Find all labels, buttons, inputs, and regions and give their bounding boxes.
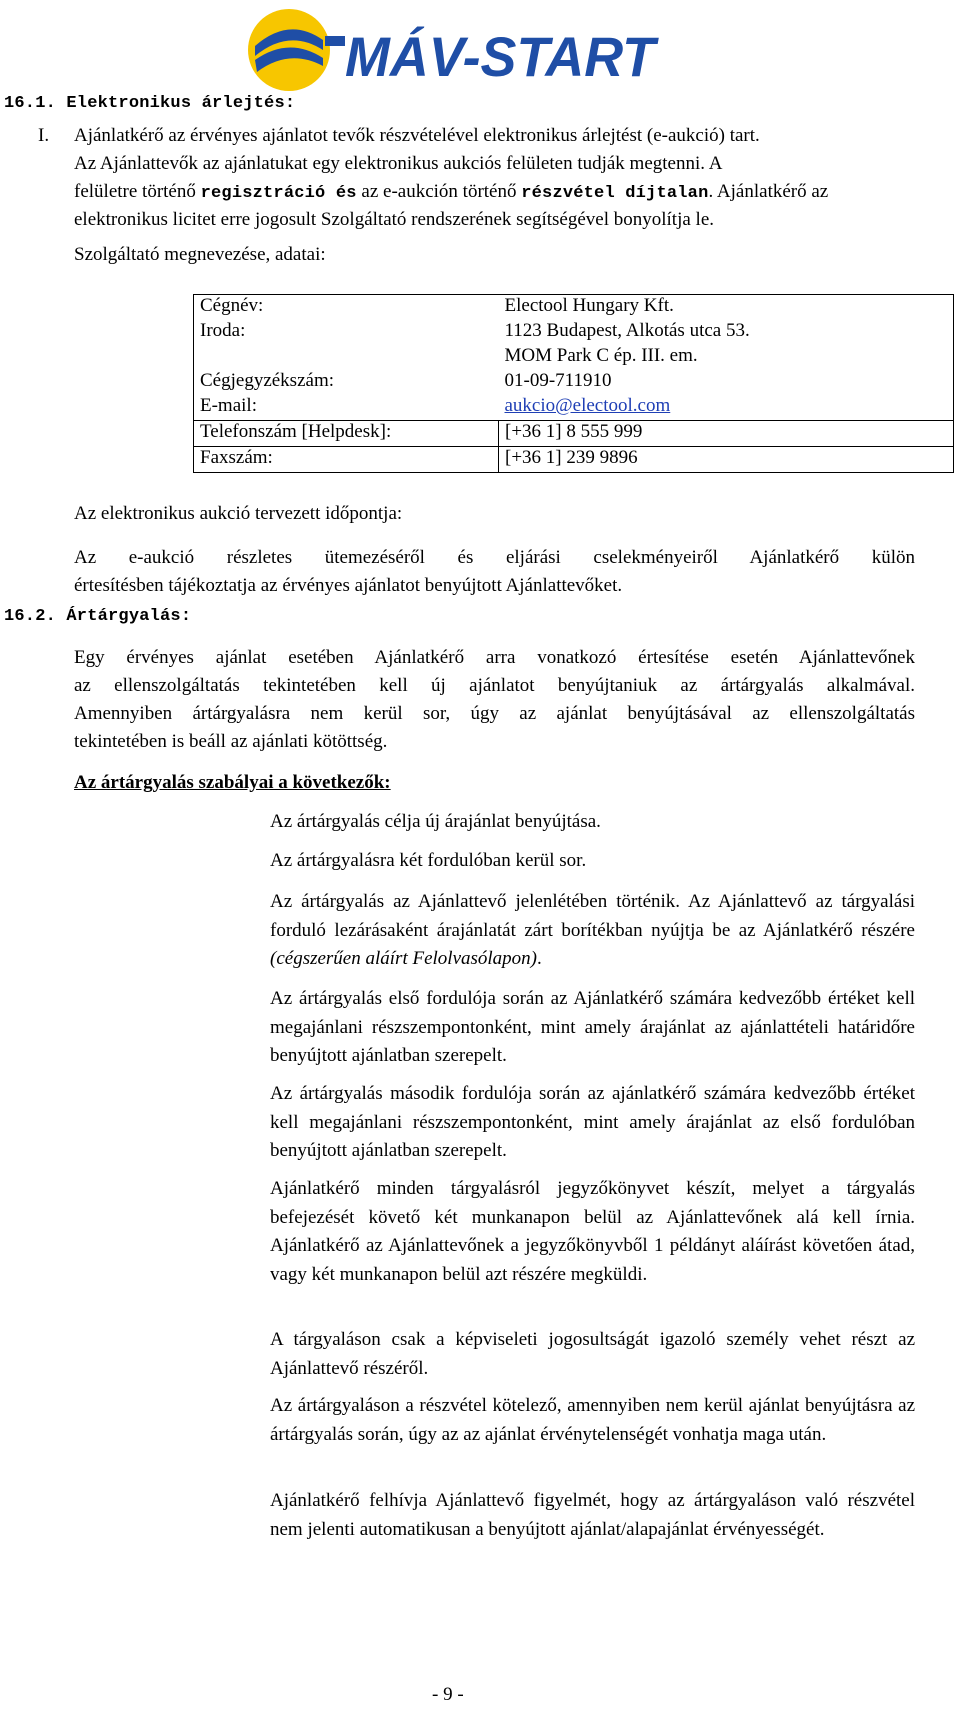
regno-label: Cégjegyzékszám: (194, 370, 499, 395)
schedule-line-1: Az e-aukció részletes ütemezéséről és eljárási cselekményeiről Ajánlatkérő külön (74, 547, 915, 568)
office-value-2: MOM Park C ép. III. em. (499, 345, 954, 370)
bargain-intro-line-4: tekintetében is beáll az ajánlati kötöttség. (74, 731, 388, 752)
office-value-1: 1123 Budapest, Alkotás utca 53. (499, 320, 954, 345)
company-value: Electool Hungary Kft. (499, 295, 954, 321)
phone-value: [+36 1] 8 555 999 (499, 421, 954, 447)
table-row-fax (194, 447, 954, 473)
bold-free-participation: részvétel díjtalan (521, 184, 709, 203)
intro-line-1: Ajánlatkérő az érvényes ajánlatot tevők részvételével elektronikus árlejtést (e-aukció) tart. (74, 125, 760, 146)
rule-7: A tárgyaláson csak a képviseleti jogosultságát igazoló személy vehet részt az Ajánlattevő részéről. (270, 1329, 915, 1379)
rule-2: Az ártárgyalásra két fordulóban kerül sor. (270, 850, 587, 871)
regno-value: 01-09-711910 (499, 370, 954, 395)
bargain-intro-line-1: Egy érvényes ajánlat esetében Ajánlatkérő arra vonatkozó értesítése esetén Ajánlattevőnek (74, 647, 915, 668)
intro-line-3-post: . Ajánlatkérő az (708, 181, 829, 202)
intro-line-3-mid: az e-aukción történő (361, 181, 517, 202)
table-row-phone (194, 421, 954, 447)
page-number: - 9 - (432, 1684, 464, 1705)
table-row-regno (194, 370, 954, 395)
company-label: Cégnév: (194, 295, 499, 321)
table-row-email (194, 395, 954, 421)
rule-5: Az ártárgyalás második fordulója során az ajánlatkérő számára kedvezőbb értéket kell megajánlani részszempontonként, mint amely árajánlat az első fordulóban benyújtott ajánlatban szerepelt. (270, 1083, 915, 1161)
intro-line-2: Az Ajánlattevők az ajánlatukat egy elektronikus aukciós felületen tudják megtenni. A (74, 153, 723, 174)
rule-3-italic: (cégszerűen aláírt Felolvasólapon) (270, 948, 538, 969)
rules-heading: Az ártárgyalás szabályai a következők: (74, 772, 391, 793)
fax-label: Faxszám: (194, 447, 499, 473)
intro-line-3-pre: felületre történő (74, 181, 196, 202)
provider-label: Szolgáltató megnevezése, adatai: (74, 244, 326, 265)
rule-8: Az ártárgyaláson a részvétel kötelező, amennyiben nem kerül ajánlat benyújtásra az ártárgyalás során, úgy az az ajánlat érvénytelenségét vonhatja maga után. (270, 1395, 915, 1445)
bold-registration: regisztráció és (200, 184, 357, 203)
table-row-office-2 (194, 345, 954, 370)
table-row-office (194, 320, 954, 345)
planned-date-label: Az elektronikus aukció tervezett időpontja: (74, 503, 403, 524)
intro-line-4: elektronikus licitet erre jogosult Szolgáltató rendszerének segítségével bonyolítja le. (74, 209, 714, 230)
logo-emblem-bar (325, 36, 345, 46)
rule-1: Az ártárgyalás célja új árajánlat benyújtása. (270, 811, 601, 832)
rule-4: Az ártárgyalás első fordulója során az Ajánlatkérő számára kedvezőbb értéket kell megajánlani részszempontonként, mint amely árajánlat az ajánlattételi határidőre benyújtott ajánlatban szerepelt. (270, 988, 915, 1066)
email-label: E-mail: (194, 395, 499, 421)
table-row-company (194, 295, 954, 321)
phone-label: Telefonszám [Helpdesk]: (194, 421, 499, 447)
rule-6: Ajánlatkérő minden tárgyalásról jegyzőkönyvet készít, melyet a tárgyalás befejezését követő két munkanapon belül az Ajánlattevőnek alá kell írnia. Ajánlatkérő az Ajánlattevőnek a jegyzőkönyvből 1 példányt aláírást követően átad, vagy két munkanapon belül azt részére megküldi. (270, 1178, 915, 1285)
office-label: Iroda: (194, 320, 499, 345)
provider-info-table (193, 294, 954, 473)
bargain-intro-line-2: az ellenszolgáltatás tekintetében kell új ajánlatot benyújtaniuk az ártárgyalás alkalmával. (74, 675, 915, 696)
section-heading-16-1: 16.1. Elektronikus árlejtés: (4, 94, 296, 113)
section-heading-16-2: 16.2. Ártárgyalás: (4, 607, 192, 626)
email-link[interactable]: aukcio@electool.com (504, 395, 671, 416)
intro-line-3 (74, 181, 828, 203)
rule-9: Ajánlatkérő felhívja Ajánlattevő figyelmét, hogy az ártárgyaláson való részvétel nem jelenti automatikusan a benyújtott ajánlat/alapajánlat érvényességét. (270, 1490, 915, 1540)
fax-value: [+36 1] 239 9896 (499, 447, 954, 473)
list-marker-roman-i: I. (38, 125, 50, 146)
rule-3: Az ártárgyalás az Ajánlattevő jelenlétében történik. Az Ajánlattevő az tárgyalási forduló lezárásaként árajánlatát zárt borítékban nyújtja be az Ajánlatkérő részére (cégszerűen aláírt Felolvasólapon). (270, 891, 915, 969)
rule-3-text: Az ártárgyalás az Ajánlattevő jelenlétében történik. Az Ajánlattevő az tárgyalási forduló lezárásaként árajánlatát zárt borítékban nyújtja be az Ajánlatkérő részére (270, 891, 915, 941)
bargain-intro-line-3: Amennyiben ártárgyalásra nem kerül sor, úgy az ajánlat benyújtásával az ellenszolgáltatás (74, 703, 915, 724)
mav-start-logo (245, 6, 665, 94)
logo-text: MÁV-START (345, 25, 660, 88)
schedule-line-2: értesítésben tájékoztatja az érvényes ajánlatot benyújtott Ajánlattevőket. (74, 575, 623, 596)
